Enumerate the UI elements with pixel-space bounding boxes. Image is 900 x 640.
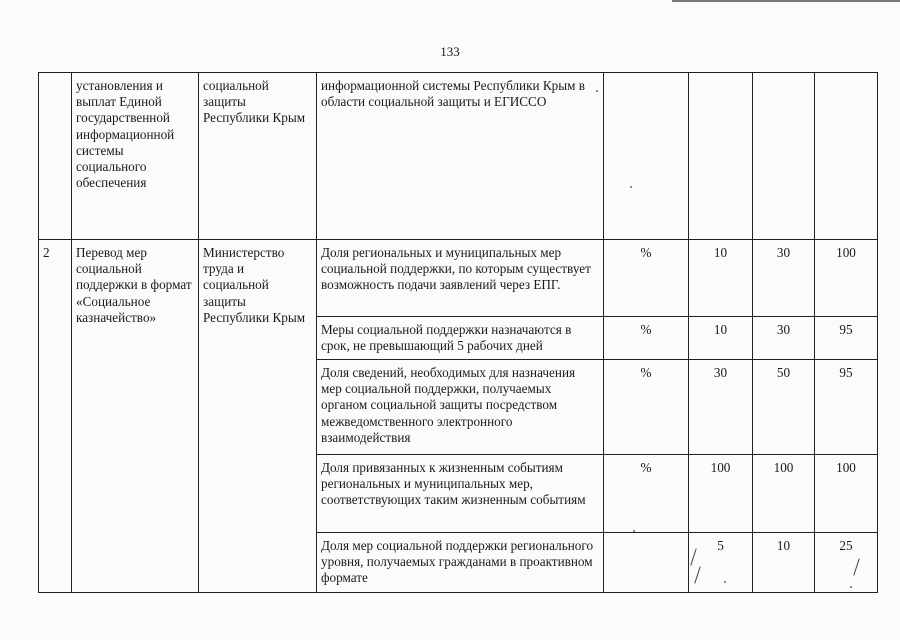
- cell-value-1: [689, 73, 753, 240]
- cell-value-3: 95: [815, 360, 878, 455]
- cell-value-1: 100: [689, 455, 753, 533]
- scan-speck: [850, 586, 852, 588]
- cell-value-3: 25: [815, 533, 878, 593]
- cell-indicator: информационной системы Республики Крым в области социальной защиты и ЕГИССО: [317, 73, 604, 240]
- cell-unit: %: [604, 360, 689, 455]
- cell-value-2: 30: [753, 240, 815, 317]
- table-row-continued: [39, 73, 878, 240]
- cell-value-1: 5: [689, 533, 753, 593]
- cell-value-2: 100: [753, 455, 815, 533]
- scan-speck: [724, 581, 726, 583]
- cell-unit: [604, 533, 689, 593]
- cell-value-2: [753, 73, 815, 240]
- scan-edge-line: [672, 0, 900, 2]
- cell-executor: социальной защиты Республики Крым: [199, 73, 317, 240]
- cell-num: 2: [39, 240, 72, 593]
- cell-value-2: 30: [753, 317, 815, 360]
- cell-indicator: Доля региональных и муниципальных мер социальной поддержки, по которым существует возможность подачи заявлений через ЕПГ.: [317, 240, 604, 317]
- cell-indicator: Меры социальной поддержки назначаются в срок, не превышающий 5 рабочих дней: [317, 317, 604, 360]
- cell-value-3: 95: [815, 317, 878, 360]
- cell-unit: %: [604, 317, 689, 360]
- cell-value-2: 10: [753, 533, 815, 593]
- cell-unit: %: [604, 455, 689, 533]
- cell-value-1: 30: [689, 360, 753, 455]
- cell-value-3: 100: [815, 455, 878, 533]
- cell-value-2: 50: [753, 360, 815, 455]
- cell-num: [39, 73, 72, 240]
- cell-indicator: Доля мер социальной поддержки регионального уровня, получаемых гражданами в проактивном формате: [317, 533, 604, 593]
- cell-task: Перевод мер социальной поддержки в формат «Социальное казначейство»: [72, 240, 199, 593]
- cell-task: установления и выплат Единой государственной информационной системы социального обеспечения: [72, 73, 199, 240]
- cell-indicator: Доля привязанных к жизненным событиям региональных и муниципальных мер, соответствующих таким жизненным событиям: [317, 455, 604, 533]
- scan-speck: [633, 530, 635, 532]
- cell-value-3: [815, 73, 878, 240]
- cell-value-3: 100: [815, 240, 878, 317]
- cell-unit: %: [604, 240, 689, 317]
- cell-unit: [604, 73, 689, 240]
- table-row: [39, 240, 878, 317]
- page-number: 133: [440, 44, 460, 59]
- scan-speck: [596, 90, 598, 92]
- cell-executor: Министерство труда и социальной защиты Республики Крым: [199, 240, 317, 593]
- cell-indicator: Доля сведений, необходимых для назначения мер социальной поддержки, получаемых органом социальной защиты посредством межведомственного электронного взаимодействия: [317, 360, 604, 455]
- measures-table: [38, 72, 878, 593]
- cell-value-1: 10: [689, 317, 753, 360]
- cell-value-1: 10: [689, 240, 753, 317]
- scan-speck: [630, 186, 632, 188]
